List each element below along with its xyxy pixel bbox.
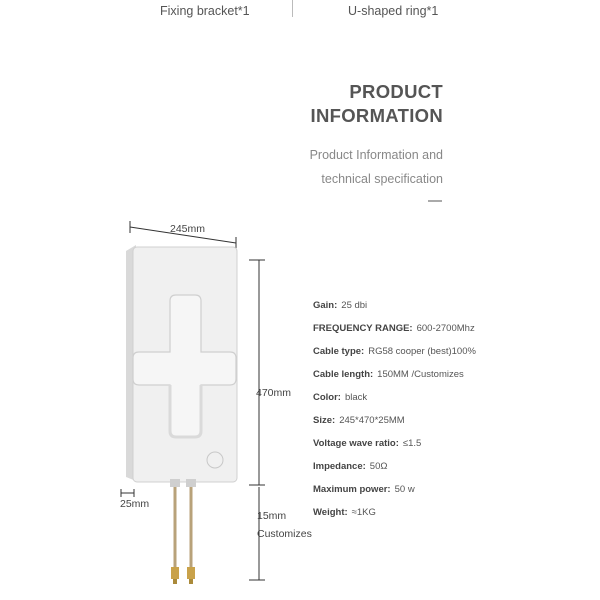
heading-line-2: INFORMATION — [310, 105, 443, 126]
u-shaped-ring-caption: U-shaped ring*1 — [348, 4, 439, 18]
heading-line-1: PRODUCT — [349, 81, 443, 102]
connector-right — [187, 567, 195, 579]
spec-label: Weight: — [313, 507, 348, 518]
cable-customizes-note: Customizes — [257, 528, 312, 540]
subheading-line-1: Product Information and — [309, 148, 443, 162]
spec-label: Cable length: — [313, 369, 374, 380]
product-illustration-area — [0, 215, 312, 600]
spec-value: RG58 cooper (best)100% — [368, 346, 476, 357]
spec-row-frequency — [313, 323, 476, 346]
width-dimension-label: 245mm — [170, 223, 206, 235]
caption-divider — [292, 0, 293, 17]
depth-dimension-label: 25mm — [120, 498, 150, 510]
spec-label: Cable type: — [313, 346, 365, 357]
accessory-captions — [0, 0, 600, 24]
cable-length-dimension-label: 15mm — [257, 510, 287, 522]
fixing-bracket-caption: Fixing bracket*1 — [160, 4, 250, 18]
spec-label: Voltage wave ratio: — [313, 438, 399, 449]
spec-row-cable-type — [313, 346, 476, 369]
spec-value: 50Ω — [369, 461, 388, 472]
subheading-line-2: technical specification — [321, 172, 443, 186]
spec-row-size — [313, 415, 476, 438]
spec-value: 150MM /Customizes — [377, 369, 464, 380]
spec-label: Color: — [313, 392, 341, 403]
connector-left — [171, 567, 179, 579]
spec-value: 25 dbi — [341, 300, 368, 311]
spec-label: Impedance: — [313, 461, 366, 472]
spec-row-vswr — [313, 438, 476, 461]
spec-value: 600-2700Mhz — [416, 323, 475, 334]
height-dimension-label: 470mm — [256, 387, 292, 399]
spec-row-impedance — [313, 461, 476, 484]
spec-row-gain — [313, 300, 476, 323]
section-heading — [311, 80, 443, 128]
spec-row-weight — [313, 507, 476, 530]
section-subheading — [310, 143, 443, 191]
spec-value: ≤1.5 — [402, 438, 422, 449]
spec-value: 50 w — [394, 484, 415, 495]
spec-list — [313, 300, 476, 530]
spec-label: FREQUENCY RANGE: — [313, 323, 413, 334]
spec-value: black — [344, 392, 368, 403]
spec-label: Gain: — [313, 300, 338, 311]
spec-value: 245*470*25MM — [339, 415, 405, 426]
antenna-illustration — [0, 215, 300, 600]
spec-label: Size: — [313, 415, 336, 426]
spec-row-cable-length — [313, 369, 476, 392]
spec-row-color — [313, 392, 476, 415]
spec-label: Maximum power: — [313, 484, 391, 495]
heading-dash-divider — [428, 200, 442, 202]
spec-value: ≈1KG — [351, 507, 376, 518]
spec-row-max-power — [313, 484, 476, 507]
